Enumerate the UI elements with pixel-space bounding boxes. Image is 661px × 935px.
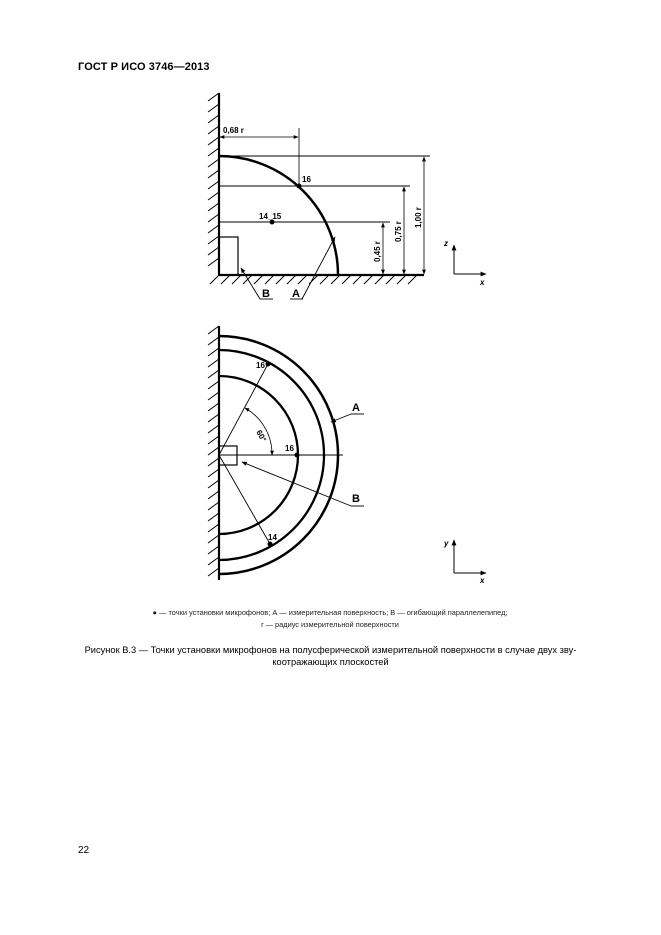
dim-100r-label: 1,00 r — [414, 207, 423, 228]
axis-indicator-zx — [443, 239, 486, 287]
mic-label-center-plan: 16 — [285, 444, 294, 453]
axis-label-x-plan: x — [480, 576, 485, 585]
callout-b-plan: B — [352, 493, 360, 505]
reference-box-top — [219, 237, 238, 275]
mic-label-upper-plan: 16 — [256, 361, 265, 370]
dim-068r-label: 0,68 r — [223, 126, 244, 135]
mic-label-14-15-top: 14_15 — [259, 212, 282, 221]
wall-hatching-bottom — [208, 326, 219, 576]
axis-label-x-top: x — [480, 278, 485, 287]
page-number: 22 — [78, 845, 90, 856]
mic-point-upper-plan — [266, 362, 271, 367]
mic-label-16-top: 16 — [302, 175, 311, 184]
mic-point-lower-plan — [268, 542, 273, 547]
axis-label-z: z — [444, 239, 448, 248]
mic-point-center-plan — [295, 453, 300, 458]
legend-line-1: ● — точки установки микрофонов; А — измерительная поверхность; В — огибающий параллелепипед; — [152, 608, 508, 617]
wall-hatching-top — [208, 93, 219, 266]
axis-label-y: y — [444, 539, 449, 548]
callout-b-top: B — [262, 288, 270, 300]
mic-point-16-top — [297, 184, 302, 189]
floor-hatching-top — [210, 275, 417, 284]
legend-line-2: r — радиус измерительной поверхности — [261, 620, 399, 629]
document-header: ГОСТ Р ИСО 3746—2013 — [78, 61, 210, 73]
dim-045r-label: 0,45 r — [373, 241, 382, 262]
axis-indicator-yx — [443, 539, 486, 585]
figure-caption — [70, 644, 591, 668]
caption-line-1: Рисунок В.3 — Точки установки микрофонов на полусферической измерительной поверхности в случае двух зву- — [84, 645, 577, 655]
callout-a-top: A — [292, 288, 300, 300]
top-view-drawing — [208, 93, 486, 300]
angle-label: 60° — [254, 428, 269, 444]
plan-view-drawing — [208, 326, 486, 585]
callout-a-plan: A — [352, 402, 360, 414]
dim-075r-label: 0,75 r — [394, 221, 403, 242]
figure-legend — [60, 607, 600, 631]
mic-label-lower-plan: 14 — [268, 533, 277, 542]
caption-line-2: коотражающих плоскостей — [272, 657, 389, 667]
